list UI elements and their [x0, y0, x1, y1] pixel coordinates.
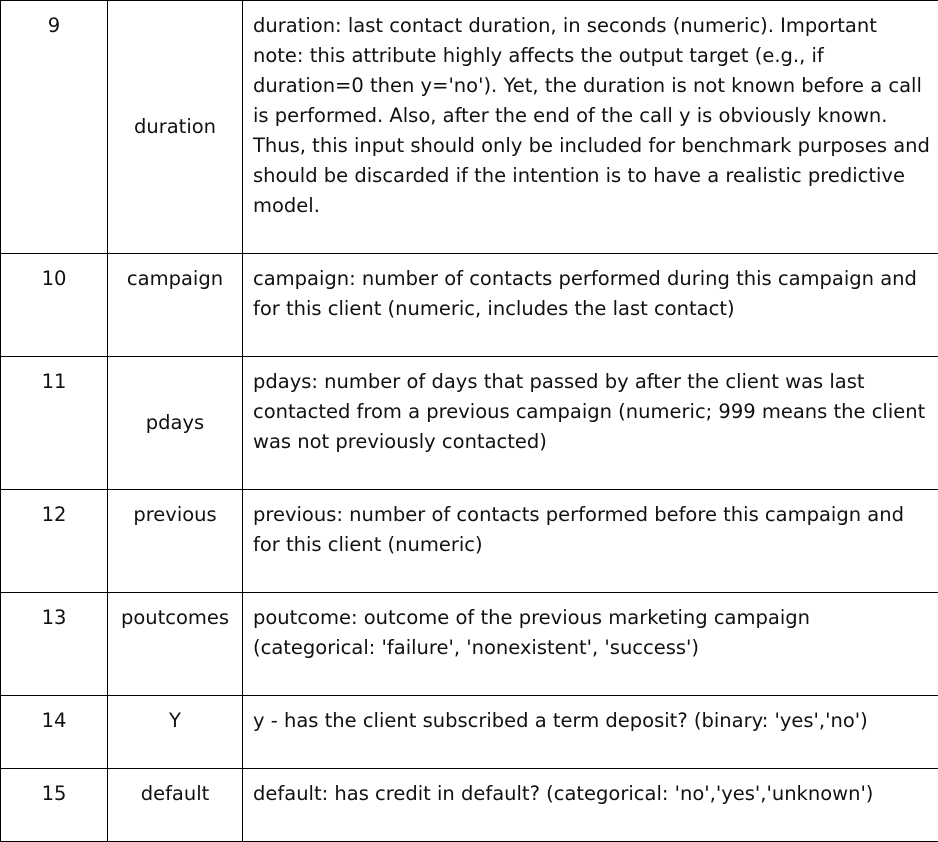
attribute-description: campaign: number of contacts performed during this campaign and for this client (numeric, includes the last contact) [243, 254, 938, 357]
attribute-description: pdays: number of days that passed by after the client was last contacted from a previous campaign (numeric; 999 means the client was not previously contacted) [243, 357, 938, 490]
table-row [1, 1, 938, 254]
row-number: 9 [1, 1, 108, 254]
table-row [1, 696, 938, 769]
attribute-description: duration: last contact duration, in seconds (numeric). Important note: this attribute highly affects the output target (e.g., if duration=0 then y='no'). Yet, the duration is not known before a call is performed. Also, after the end of the call y is obviously known. Thus, this input should only be included for benchmark purposes and should be discarded if the intention is to have a realistic predictive model. [243, 1, 938, 254]
attribute-name: campaign [127, 267, 223, 290]
attribute-name-cell [108, 696, 243, 769]
attribute-name: pdays [146, 408, 204, 438]
row-number: 13 [1, 593, 108, 696]
row-number: 10 [1, 254, 108, 357]
attribute-description: default: has credit in default? (categorical: 'no','yes','unknown') [243, 769, 938, 842]
row-number: 14 [1, 696, 108, 769]
table-row [1, 357, 938, 490]
attribute-name: Y [169, 709, 181, 732]
attribute-name-cell [108, 769, 243, 842]
table-row [1, 254, 938, 357]
attribute-name-cell [108, 254, 243, 357]
table-row [1, 490, 938, 593]
attribute-name-cell [108, 593, 243, 696]
attribute-description: y - has the client subscribed a term deposit? (binary: 'yes','no') [243, 696, 938, 769]
attribute-name: default [141, 782, 210, 805]
attribute-name-cell [108, 490, 243, 593]
attribute-name-cell [108, 357, 243, 490]
row-number: 11 [1, 357, 108, 490]
attribute-description: previous: number of contacts performed before this campaign and for this client (numeric) [243, 490, 938, 593]
attribute-name: duration [134, 112, 216, 142]
attribute-name: poutcomes [121, 606, 229, 629]
row-number: 15 [1, 769, 108, 842]
attribute-name-cell [108, 1, 243, 254]
table-row [1, 593, 938, 696]
table-row [1, 769, 938, 842]
row-number: 12 [1, 490, 108, 593]
attribute-name: previous [133, 503, 216, 526]
attribute-description: poutcome: outcome of the previous marketing campaign (categorical: 'failure', 'nonexistent', 'success') [243, 593, 938, 696]
